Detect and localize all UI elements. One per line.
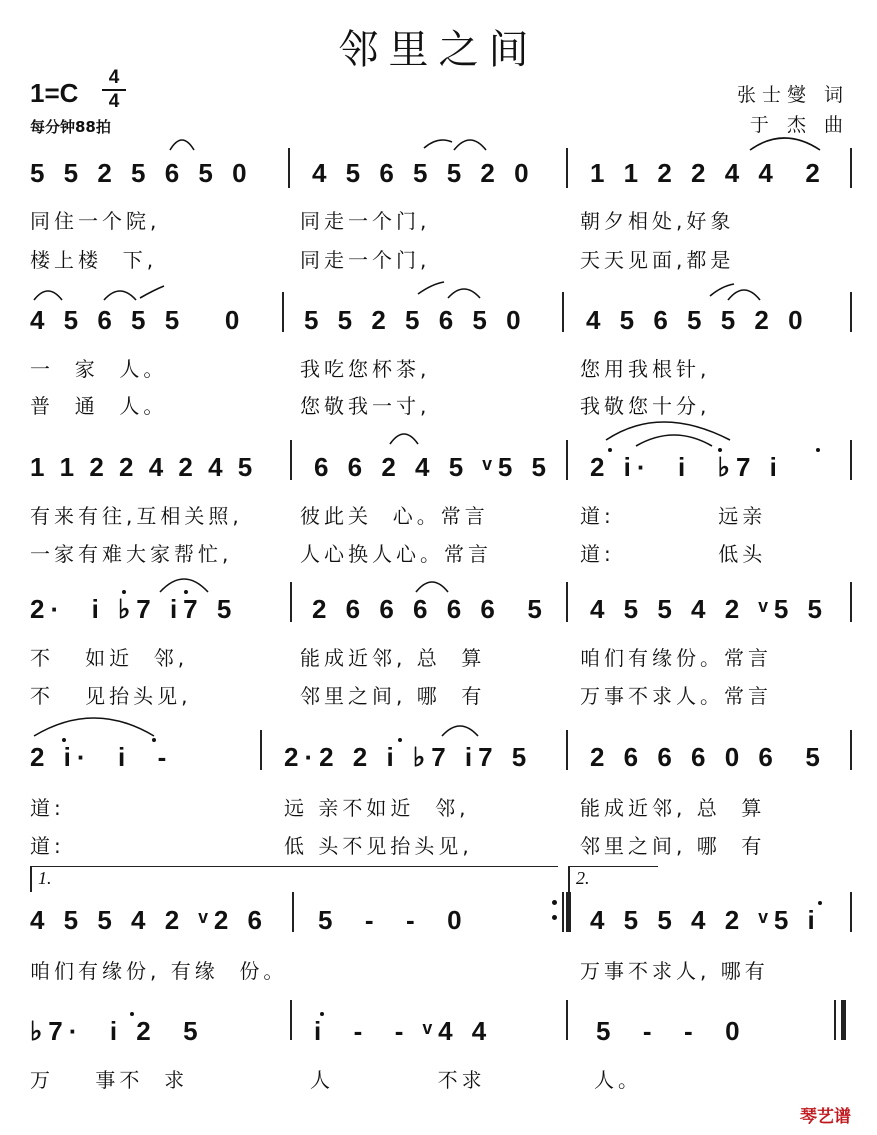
notes-r6-m2: 5 - - 0 <box>318 905 468 935</box>
lyricist-credit: 张士燮 词 <box>736 84 849 106</box>
notes-r1-m1: 5 5 2 5 6 5 0 <box>30 158 253 188</box>
lyric-r3-v2-m1: 一家有难大家帮忙, <box>30 542 233 566</box>
volta-1-label: 1. <box>38 868 52 888</box>
lyric-r5-v1-m3: 能成近邻, 总 算 <box>580 796 766 820</box>
lyric-r2-v1-m3: 您用我根针, <box>580 357 711 381</box>
notes-r7-m1: ♭7· i 2 5 <box>30 1016 204 1046</box>
notes-r3-m2: 6 6 2 4 5 ᵛ5 5 <box>314 452 553 482</box>
lyric-r4-v1-m3: 咱们有缘份。常言 <box>580 646 772 670</box>
lyric-r3-v1-m3: 道: 远亲 <box>580 504 767 528</box>
lyric-r4-v2-m1: 不 见抬头见, <box>30 684 192 708</box>
lyric-r1-v2-m3: 天天见面,都是 <box>580 248 735 272</box>
notes-r2-m1: 4 5 6 5 5 0 <box>30 305 246 335</box>
lyric-r2-v2-m1: 普 通 人。 <box>30 394 168 418</box>
lyric-r2-v2-m3: 我敬您十分, <box>580 394 711 418</box>
notes-r5-m1: 2 i· i - <box>30 742 173 772</box>
lyric-r2-v2-m2: 您敬我一寸, <box>300 394 431 418</box>
tempo-marking: 每分钟88拍 <box>30 118 111 136</box>
lyric-r5-v2-m3: 邻里之间, 哪 有 <box>580 834 766 858</box>
lyric-r4-v2-m2: 邻里之间, 哪 有 <box>300 684 486 708</box>
notes-r4-m1: 2· i ♭7 i7 5 <box>30 594 238 624</box>
lyric-r4-v1-m2: 能成近邻, 总 算 <box>300 646 486 670</box>
notes-r3-m1: 1 1 2 2 4 2 4 5 <box>30 452 257 482</box>
time-bottom: 4 <box>108 91 120 112</box>
key-signature: 1=C <box>30 78 79 108</box>
notes-r2-m2: 5 5 2 5 6 5 0 <box>304 305 527 335</box>
lyric-r5-v1-m2: 远 亲不如近 邻, <box>284 796 470 820</box>
lyric-r2-v1-m1: 一 家 人。 <box>30 357 168 381</box>
lyric-r5-v2-m2: 低 头不见抬头见, <box>284 834 473 858</box>
lyric-r5-v2-m1: 道: <box>30 834 65 858</box>
notes-r2-m3: 4 5 6 5 5 2 0 <box>586 305 809 335</box>
lyric-r7-m3: 人。 <box>594 1068 642 1092</box>
song-title: 邻里之间 <box>338 27 539 73</box>
lyric-r3-v1-m1: 有来有往,互相关照, <box>30 504 243 528</box>
watermark-logo: 琴艺谱 <box>800 1107 851 1127</box>
lyric-r7-m2: 人 不求 <box>310 1068 486 1092</box>
notes-r7-m3: 5 - - 0 <box>596 1016 746 1046</box>
lyric-r1-v2-m1: 楼上楼 下, <box>30 248 158 272</box>
time-top: 4 <box>108 67 120 88</box>
notes-r6-m3: 4 5 5 4 2 ᵛ5 i <box>590 905 821 935</box>
lyric-r4-v2-m3: 万事不求人。常言 <box>580 684 772 708</box>
notes-r5-m3: 2 6 6 6 0 6 5 <box>590 742 826 772</box>
notes-r1-m2: 4 5 6 5 5 2 0 <box>312 158 535 188</box>
notes-r5-m2: 2·2 2 i ♭7 i7 5 <box>284 742 533 772</box>
lyric-r3-v1-m2: 彼此关 心。常言 <box>300 504 489 528</box>
lyric-r2-v1-m2: 我吃您杯茶, <box>300 357 431 381</box>
lyric-r6-v1-m3: 万事不求人, 哪有 <box>580 959 769 983</box>
lyric-r1-v1-m1: 同住一个院, <box>30 209 161 233</box>
lyric-r4-v1-m1: 不 如近 邻, <box>30 646 189 670</box>
notes-r4-m3: 4 5 5 4 2 ᵛ5 5 <box>590 594 829 624</box>
volta-2-label: 2. <box>576 868 590 888</box>
lyric-r1-v1-m2: 同走一个门, <box>300 209 431 233</box>
lyric-r3-v2-m3: 道: 低头 <box>580 542 767 566</box>
notes-r4-m2: 2 6 6 6 6 6 5 <box>312 594 548 624</box>
notes-r7-m2: i - - ᵛ4 4 <box>314 1016 493 1046</box>
lyric-r6-v1-m1: 咱们有缘份, 有缘 份。 <box>30 959 288 983</box>
lyric-r1-v2-m2: 同走一个门, <box>300 248 431 272</box>
lyric-r3-v2-m2: 人心换人心。常言 <box>300 542 492 566</box>
lyric-r7-m1: 万 事不 求 <box>30 1068 189 1092</box>
lyric-r1-v1-m3: 朝夕相处,好象 <box>580 209 735 233</box>
composer-credit: 于 杰 曲 <box>749 114 849 136</box>
notes-r3-m3: 2 i· i ♭7 i <box>590 452 783 482</box>
notes-r1-m3: 1 1 2 2 4 4 2 <box>590 158 826 188</box>
lyric-r5-v1-m1: 道: <box>30 796 65 820</box>
notes-r6-m1: 4 5 5 4 2 ᵛ2 6 <box>30 905 269 935</box>
